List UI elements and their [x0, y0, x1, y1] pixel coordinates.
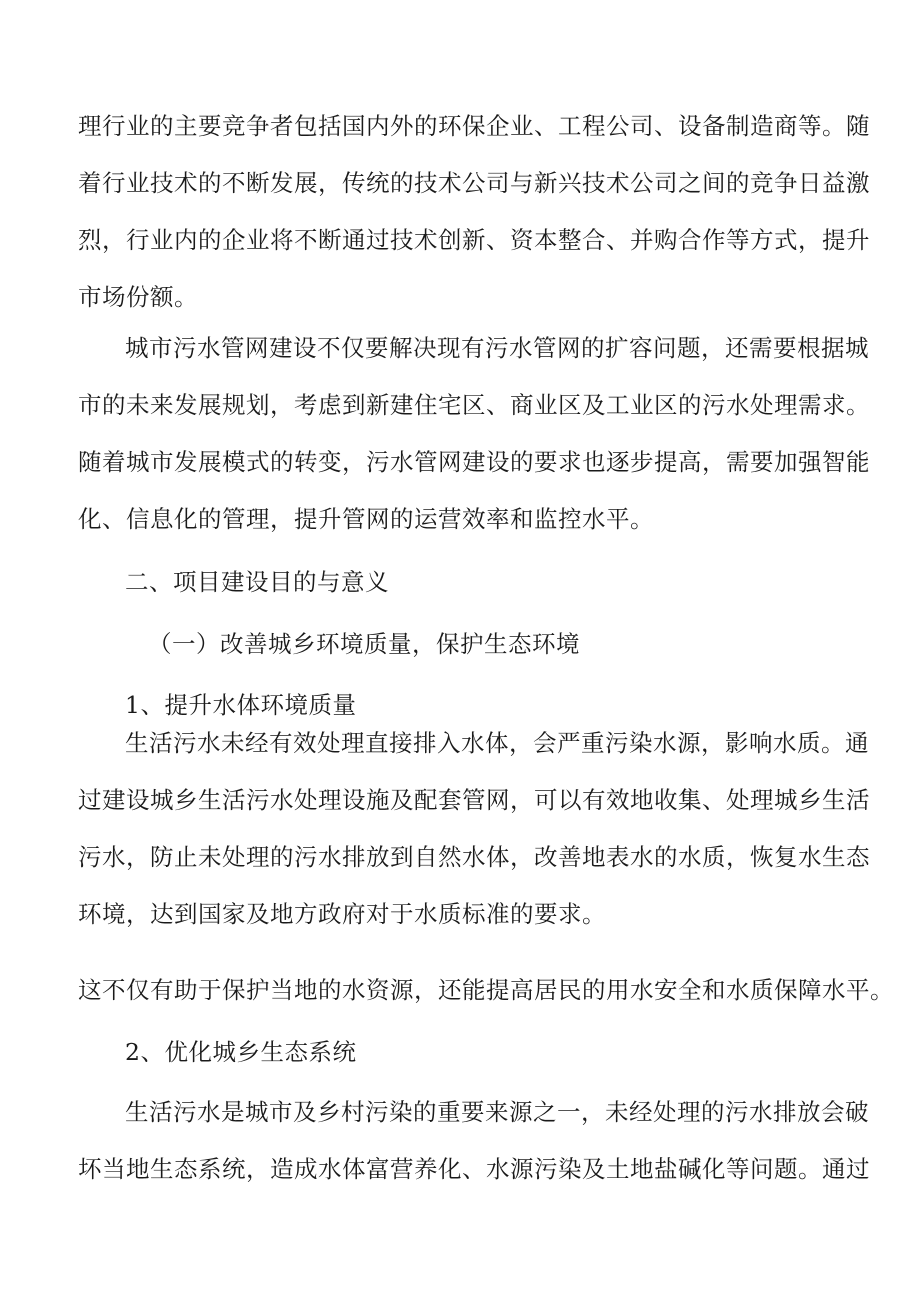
text-line: 着行业技术的不断发展，传统的技术公司与新兴技术公司之间的竞争日益激	[78, 169, 870, 197]
text-line: 过建设城乡生活污水处理设施及配套管网，可以有效地收集、处理城乡生活	[78, 786, 870, 814]
text-line: 烈，行业内的企业将不断通过技术创新、资本整合、并购合作等方式，提升	[78, 226, 870, 254]
heading-text: 1、提升水体环境质量	[125, 691, 357, 719]
item-heading-2	[78, 1024, 848, 1081]
text-line: 市的未来发展规划，考虑到新建住宅区、商业区及工业区的污水处理需求。	[78, 391, 870, 419]
heading-text: （一）改善城乡环境质量，保护生态环境	[148, 630, 580, 658]
heading-text: 二、项目建设目的与意义	[125, 568, 389, 596]
text-line: 污水，防止未处理的污水排放到自然水体，改善地表水的水质，恢复水生态	[78, 843, 870, 871]
text-line: 这不仅有助于保护当地的水资源，还能提高居民的用水安全和水质保障水平。	[78, 976, 894, 1004]
text-line: 生活污水未经有效处理直接排入水体，会严重污染水源，影响水质。通	[125, 729, 869, 757]
subsection-heading	[78, 616, 848, 673]
text-line: 环境，达到国家及地方政府对于水质标准的要求。	[78, 900, 606, 928]
text-line: 化、信息化的管理，提升管网的运营效率和监控水平。	[78, 505, 654, 533]
section-heading	[78, 554, 848, 611]
paragraph-pipe-network	[78, 320, 870, 548]
text-line: 坏当地生态系统，造成水体富营养化、水源污染及土地盐碱化等问题。通过	[78, 1155, 870, 1183]
text-line: 市场份额。	[78, 283, 198, 311]
paragraph-ecosystem	[78, 1084, 870, 1198]
text-line: 随着城市发展模式的转变，污水管网建设的要求也逐步提高，需要加强智能	[78, 448, 870, 476]
paragraph-water-quality	[78, 715, 870, 943]
text-line: 城市污水管网建设不仅要解决现有污水管网的扩容问题，还需要根据城	[125, 334, 869, 362]
text-line: 生活污水是城市及乡村污染的重要来源之一，未经处理的污水排放会破	[125, 1098, 869, 1126]
paragraph-competition	[78, 98, 870, 326]
heading-text: 2、优化城乡生态系统	[125, 1038, 357, 1066]
text-line: 理行业的主要竞争者包括国内外的环保企业、工程公司、设备制造商等。随	[78, 112, 870, 140]
paragraph-water-safety	[78, 962, 894, 1019]
